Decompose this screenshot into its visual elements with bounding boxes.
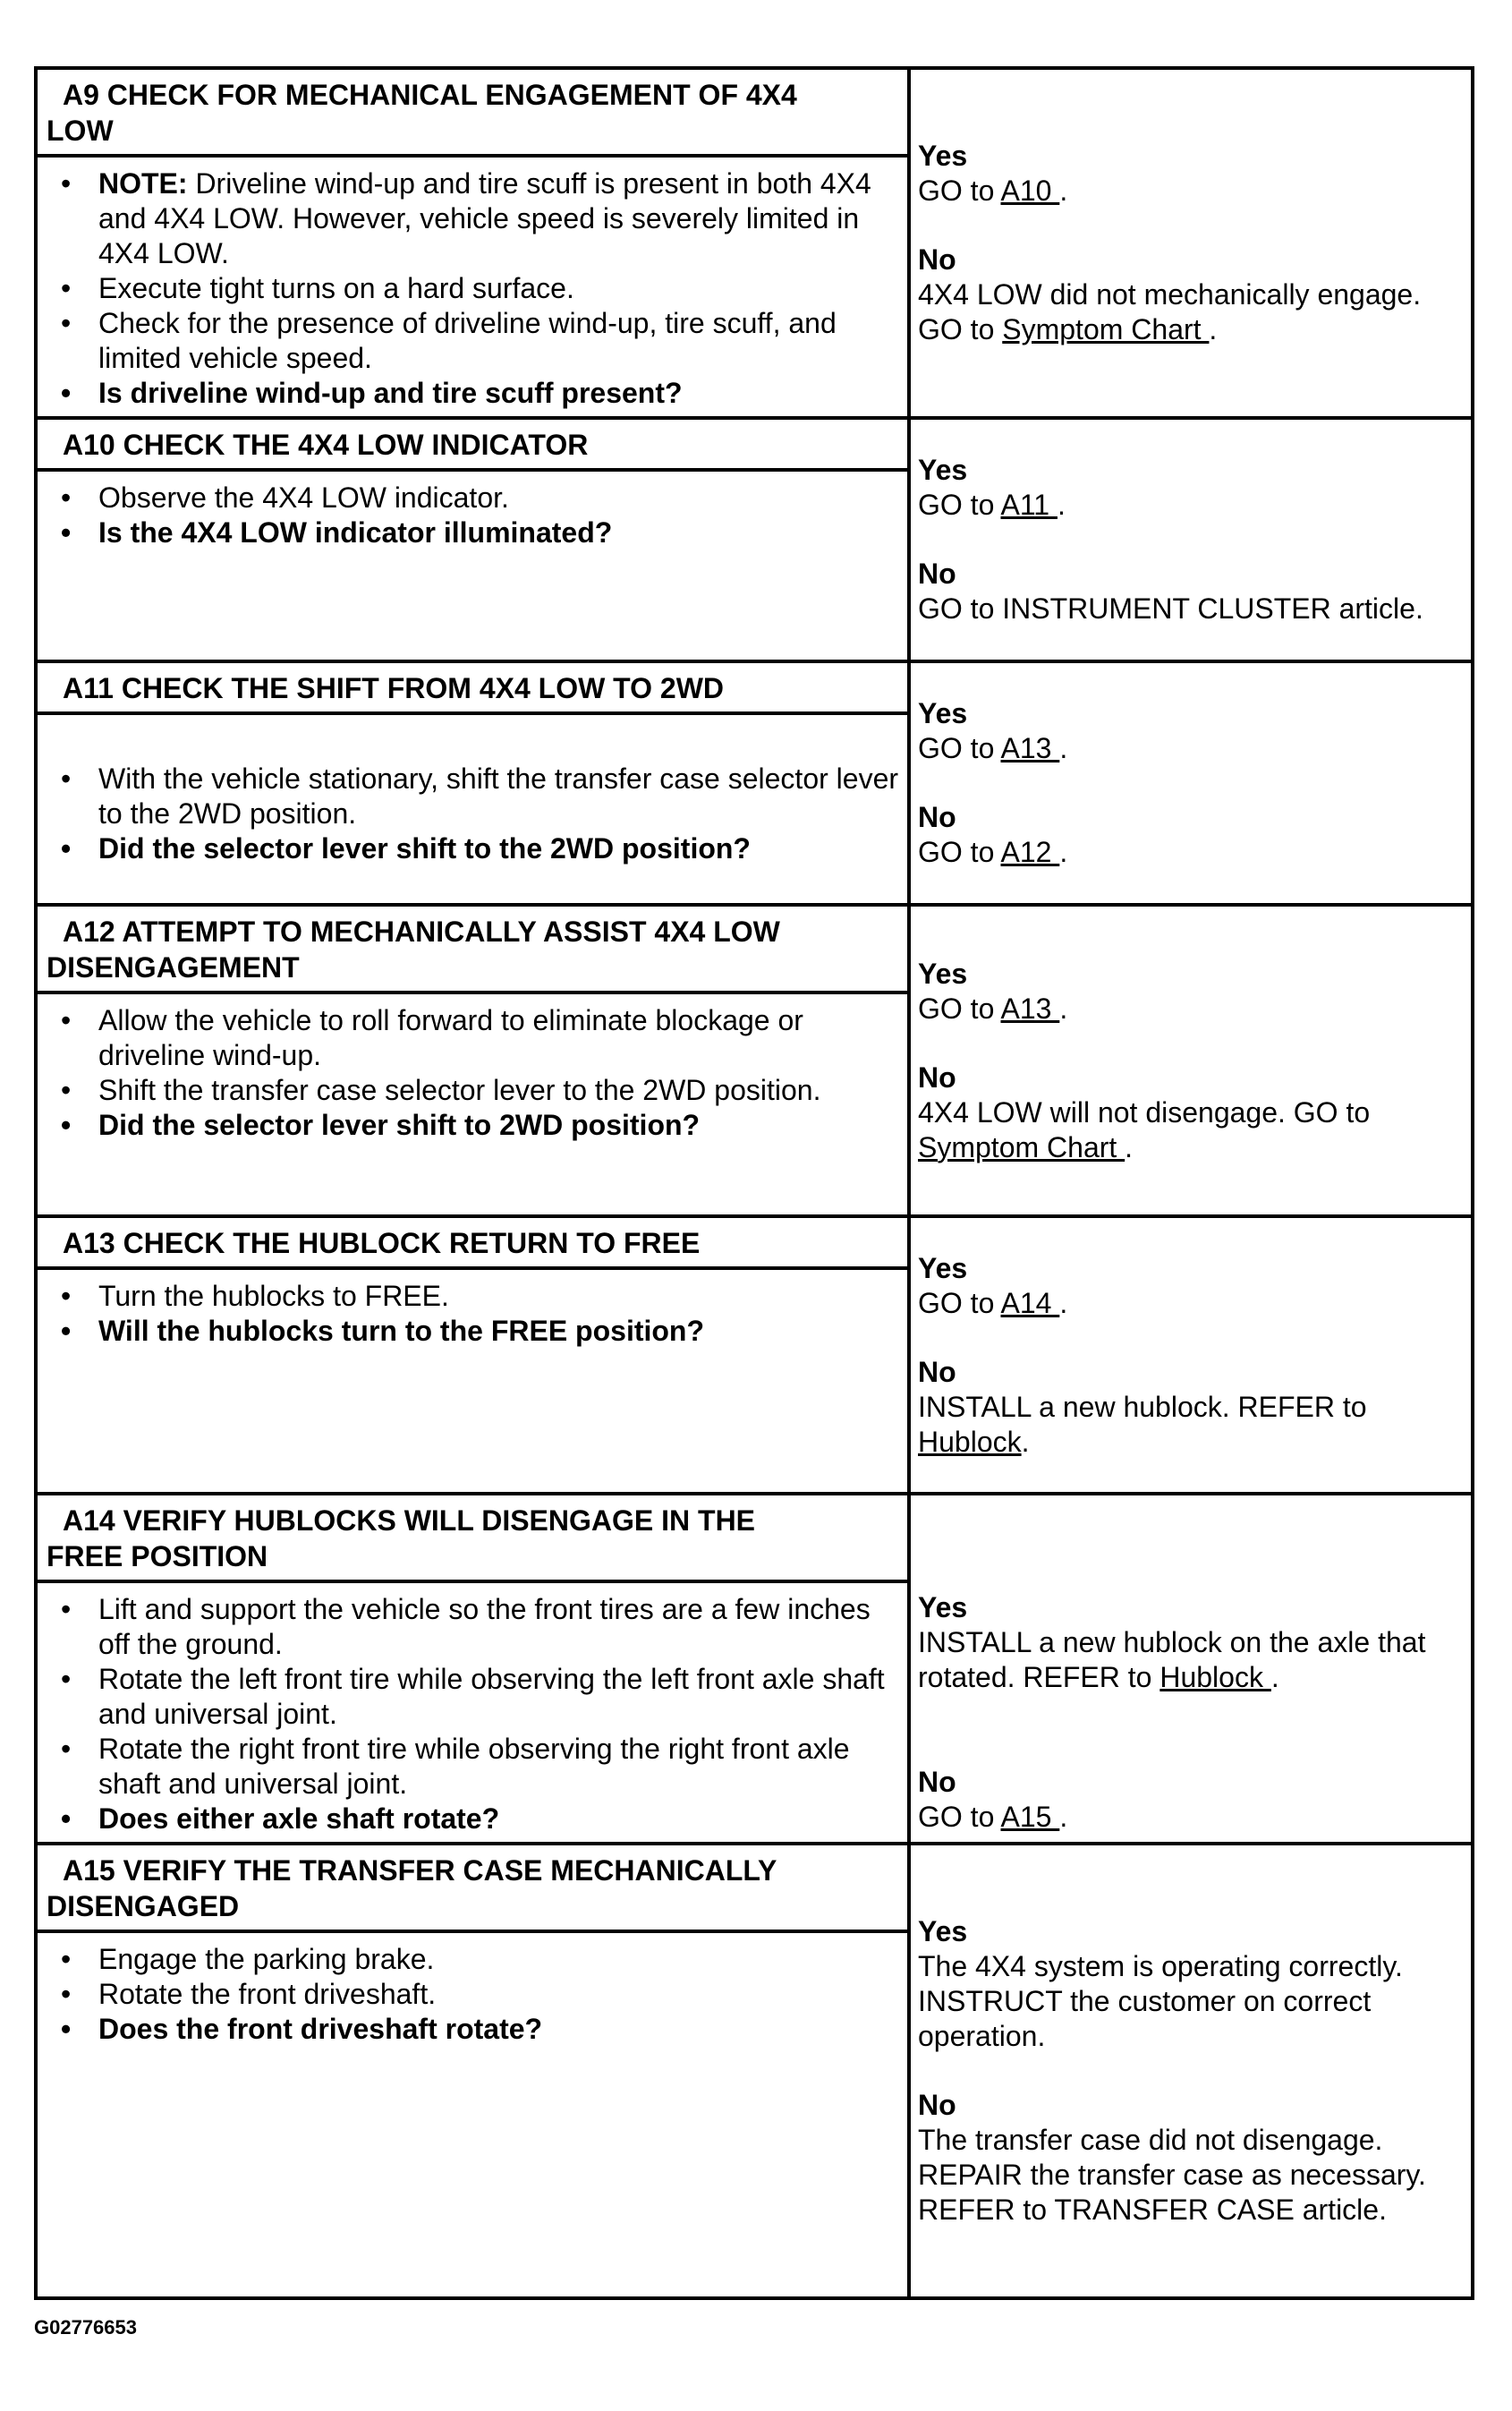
no-link[interactable]: Symptom Chart (918, 1130, 1126, 1163)
step-question: • Did the selector lever shift to the 2WD position? (98, 831, 900, 866)
step-answers-cell (909, 418, 1473, 661)
step-title-line1: A14 VERIFY HUBLOCKS WILL DISENGAGE IN THE (63, 1504, 756, 1537)
step-row-a10 (36, 418, 1473, 661)
step-answers-cell (909, 1844, 1473, 2298)
step-title-line1: A12 ATTEMPT TO MECHANICALLY ASSIST 4X4 LOW (63, 916, 780, 948)
step-row-a12 (36, 905, 1473, 1216)
step-item: • Lift and support the vehicle so the front tires are a few inches off the ground. (98, 1592, 900, 1662)
step-title-line2: DISENGAGED (47, 1890, 240, 1922)
no-text: GO to (918, 1801, 1001, 1833)
no-label: No (918, 558, 956, 590)
yes-text: GO to (918, 732, 1001, 764)
yes-punct: . (1057, 489, 1066, 521)
yes-link[interactable]: A14 (1000, 1286, 1060, 1319)
yes-punct: . (1270, 1661, 1279, 1693)
yes-link[interactable]: A13 (1000, 732, 1060, 764)
no-label: No (918, 2089, 956, 2121)
step-list (38, 472, 907, 556)
step-instructions-cell (36, 418, 909, 661)
step-list (38, 158, 907, 416)
step-item: • Observe the 4X4 LOW indicator. (98, 481, 900, 515)
no-answer (918, 800, 1464, 870)
step-title (38, 70, 907, 158)
no-label: No (918, 1766, 956, 1798)
step-item: • Rotate the right front tire while observing the right front axle shaft and universal joint. (98, 1732, 900, 1802)
no-label: No (918, 1355, 956, 1388)
diagnostic-table-body (36, 68, 1473, 2298)
step-item: • With the vehicle stationary, shift the transfer case selector lever to the 2WD position. (98, 762, 900, 831)
step-row-a15 (36, 1844, 1473, 2298)
yes-label: Yes (918, 957, 968, 990)
step-answers-cell (909, 905, 1473, 1216)
yes-punct: . (1059, 732, 1068, 764)
step-title-line1: A15 VERIFY THE TRANSFER CASE MECHANICALLY (63, 1854, 777, 1887)
step-list (38, 715, 907, 872)
step-question: • Did the selector lever shift to 2WD position? (98, 1108, 900, 1143)
step-title-line2: FREE POSITION (47, 1540, 268, 1572)
step-row-a9 (36, 68, 1473, 418)
no-text: GO to (918, 836, 1001, 868)
step-row-a11 (36, 661, 1473, 905)
step-instructions-cell (36, 905, 909, 1216)
note-text: Driveline wind-up and tire scuff is present in both 4X4 and 4X4 LOW. However, vehicle speed is severely limited in 4X4 LOW. (98, 167, 871, 269)
yes-answer (918, 957, 1464, 1027)
step-item: • Turn the hublocks to FREE. (98, 1279, 900, 1314)
yes-answer (918, 696, 1464, 766)
step-instructions-cell (36, 1494, 909, 1844)
step-title-line2: LOW (47, 115, 114, 147)
no-punct: . (1125, 1130, 1134, 1163)
no-text: 4X4 LOW did not mechanically engage. GO to (918, 278, 1422, 345)
yes-answer (918, 453, 1464, 523)
no-answer (918, 1355, 1464, 1460)
no-answer (918, 1061, 1464, 1165)
step-list (38, 1270, 907, 1354)
yes-label: Yes (918, 697, 968, 729)
yes-label: Yes (918, 454, 968, 486)
yes-label: Yes (918, 1591, 968, 1623)
step-list (38, 1583, 907, 1842)
step-question: • Does the front driveshaft rotate? (98, 2012, 900, 2047)
no-label: No (918, 801, 956, 833)
note-item (98, 166, 900, 271)
step-title-line1: A10 CHECK THE 4X4 LOW INDICATOR (63, 429, 589, 461)
no-answer (918, 557, 1464, 626)
no-label: No (918, 243, 956, 276)
step-title (38, 1495, 907, 1583)
no-punct: . (1209, 313, 1218, 345)
yes-link[interactable]: Hublock (1159, 1661, 1271, 1693)
step-title (38, 663, 907, 715)
no-answer (918, 1765, 1464, 1835)
yes-answer (918, 1590, 1464, 1695)
no-punct: . (1059, 1801, 1068, 1833)
yes-label: Yes (918, 1915, 968, 1947)
step-question: • Is driveline wind-up and tire scuff present? (98, 376, 900, 411)
yes-answer (918, 139, 1464, 209)
no-text: GO to INSTRUMENT CLUSTER article. (918, 592, 1423, 625)
no-punct: . (1021, 1425, 1030, 1458)
step-instructions-cell (36, 661, 909, 905)
yes-text: GO to (918, 175, 1001, 207)
step-title-line1: A13 CHECK THE HUBLOCK RETURN TO FREE (63, 1227, 701, 1259)
step-answers-cell (909, 1216, 1473, 1494)
no-link[interactable]: Hublock (918, 1425, 1022, 1458)
step-item: • Shift the transfer case selector lever to the 2WD position. (98, 1073, 900, 1108)
yes-link[interactable]: A13 (1000, 992, 1060, 1025)
yes-text: GO to (918, 489, 1001, 521)
figure-id: G02776653 (34, 2316, 137, 2339)
yes-answer (918, 1251, 1464, 1321)
step-row-a14 (36, 1494, 1473, 1844)
step-list (38, 1933, 907, 2052)
step-list (38, 994, 907, 1148)
step-title (38, 907, 907, 994)
step-item: • Allow the vehicle to roll forward to eliminate blockage or driveline wind-up. (98, 1003, 900, 1073)
no-text: INSTALL a new hublock. REFER to (918, 1390, 1367, 1423)
no-link[interactable]: A12 (1000, 836, 1060, 868)
no-text: The transfer case did not disengage. REPAIR the transfer case as necessary. REFER to TRANSFER CASE article. (918, 2124, 1426, 2226)
yes-punct: . (1059, 175, 1068, 207)
step-question: • Will the hublocks turn to the FREE position? (98, 1314, 900, 1349)
step-instructions-cell (36, 68, 909, 418)
yes-label: Yes (918, 1251, 968, 1284)
no-punct: . (1059, 836, 1068, 868)
no-label: No (918, 1061, 956, 1094)
step-item: • Execute tight turns on a hard surface. (98, 271, 900, 306)
step-item: • Rotate the left front tire while observing the left front axle shaft and universal joint. (98, 1662, 900, 1732)
step-instructions-cell (36, 1844, 909, 2298)
step-answers-cell (909, 661, 1473, 905)
yes-text: The 4X4 system is operating correctly. INSTRUCT the customer on correct operation. (918, 1950, 1403, 2052)
step-title-line1: A11 CHECK THE SHIFT FROM 4X4 LOW TO 2WD (63, 672, 725, 704)
yes-punct: . (1059, 1286, 1068, 1319)
yes-text: INSTALL a new hublock on the axle that rotated. REFER to (918, 1626, 1426, 1693)
yes-link[interactable]: A11 (1000, 489, 1058, 521)
step-title (38, 1218, 907, 1270)
no-answer (918, 243, 1464, 347)
yes-label: Yes (918, 140, 968, 172)
step-item: • Engage the parking brake. (98, 1942, 900, 1977)
step-item: • Check for the presence of driveline wind-up, tire scuff, and limited vehicle speed. (98, 306, 900, 376)
step-question: • Does either axle shaft rotate? (98, 1802, 900, 1836)
step-title-line2: DISENGAGEMENT (47, 951, 300, 984)
yes-link[interactable]: A10 (1000, 175, 1060, 207)
yes-text: GO to (918, 1286, 1001, 1319)
diagnostic-table (34, 66, 1474, 2300)
yes-punct: . (1059, 992, 1068, 1025)
no-link[interactable]: Symptom Chart (1002, 313, 1210, 345)
step-question: • Is the 4X4 LOW indicator illuminated? (98, 515, 900, 550)
no-text: 4X4 LOW will not disengage. GO to (918, 1095, 1371, 1129)
no-link[interactable]: A15 (1000, 1801, 1060, 1833)
no-answer (918, 2088, 1464, 2228)
yes-text: GO to (918, 992, 1001, 1025)
step-title (38, 420, 907, 472)
step-title-line1: A9 CHECK FOR MECHANICAL ENGAGEMENT OF 4X4 (63, 79, 797, 111)
step-answers-cell (909, 68, 1473, 418)
step-title (38, 1845, 907, 1933)
yes-answer (918, 1914, 1464, 2054)
step-row-a13 (36, 1216, 1473, 1494)
step-instructions-cell (36, 1216, 909, 1494)
note-label: NOTE: (98, 167, 188, 200)
step-item: • Rotate the front driveshaft. (98, 1977, 900, 2012)
step-answers-cell (909, 1494, 1473, 1844)
